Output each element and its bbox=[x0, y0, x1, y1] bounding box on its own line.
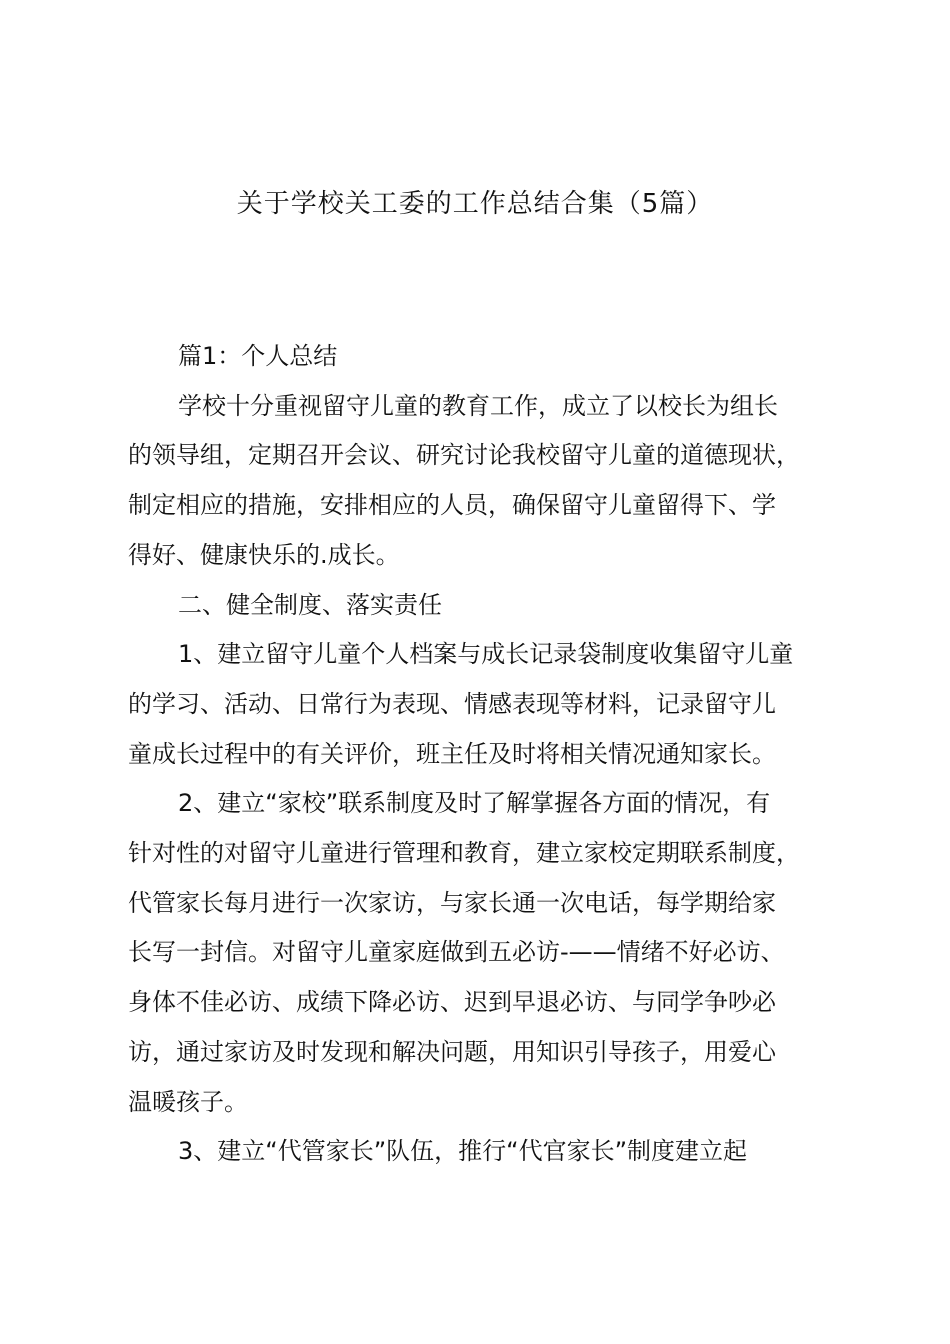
paragraph-line: 代管家长每月进行一次家访，与家长通一次电话，每学期给家 bbox=[128, 888, 776, 917]
paragraph-line: 温暖孩子。 bbox=[128, 1087, 248, 1116]
paragraph-item-2 bbox=[128, 779, 868, 1127]
paragraph-line: 3、建立“代管家长”队伍，推行“代官家长”制度建立起 bbox=[178, 1137, 748, 1166]
section-heading bbox=[128, 332, 868, 382]
document-title: 关于学校关工委的工作总结合集（5篇） bbox=[236, 189, 714, 219]
document-body bbox=[128, 332, 868, 1177]
paragraph-item-1 bbox=[128, 630, 868, 779]
paragraph-item-3 bbox=[128, 1127, 868, 1177]
paragraph-line: 访，通过家访及时发现和解决问题，用知识引导孩子，用爱心 bbox=[128, 1037, 776, 1066]
paragraph-line: 制定相应的措施，安排相应的人员，确保留守儿童留得下、学 bbox=[128, 491, 776, 520]
section-heading-text: 篇1：个人总结 bbox=[178, 342, 338, 370]
paragraph-line: 的领导组，定期召开会议、研究讨论我校留守儿童的道德现状， bbox=[128, 441, 800, 470]
paragraph-line: 针对性的对留守儿童进行管理和教育，建立家校定期联系制度， bbox=[128, 839, 800, 868]
paragraph-line: 2、建立“家校”联系制度及时了解掌握各方面的情况，有 bbox=[178, 789, 771, 818]
paragraph-line: 童成长过程中的有关评价，班主任及时将相关情况通知家长。 bbox=[128, 739, 776, 768]
paragraph-line: 的学习、活动、日常行为表现、情感表现等材料，记录留守儿 bbox=[128, 689, 776, 718]
paragraph-line: 学校十分重视留守儿童的教育工作，成立了以校长为组长 bbox=[178, 391, 778, 420]
paragraph-line: 1、建立留守儿童个人档案与成长记录袋制度收集留守儿童 bbox=[178, 640, 794, 669]
paragraph-line: 得好、健康快乐的.成长。 bbox=[128, 540, 400, 569]
paragraph-line: 二、健全制度、落实责任 bbox=[178, 590, 442, 619]
paragraph-intro bbox=[128, 382, 868, 581]
paragraph-line: 身体不佳必访、成绩下降必访、迟到早退必访、与同学争吵必 bbox=[128, 988, 776, 1017]
subheading-two bbox=[128, 581, 868, 631]
paragraph-line: 长写一封信。对留守儿童家庭做到五必访-——情绪不好必访、 bbox=[128, 938, 785, 967]
